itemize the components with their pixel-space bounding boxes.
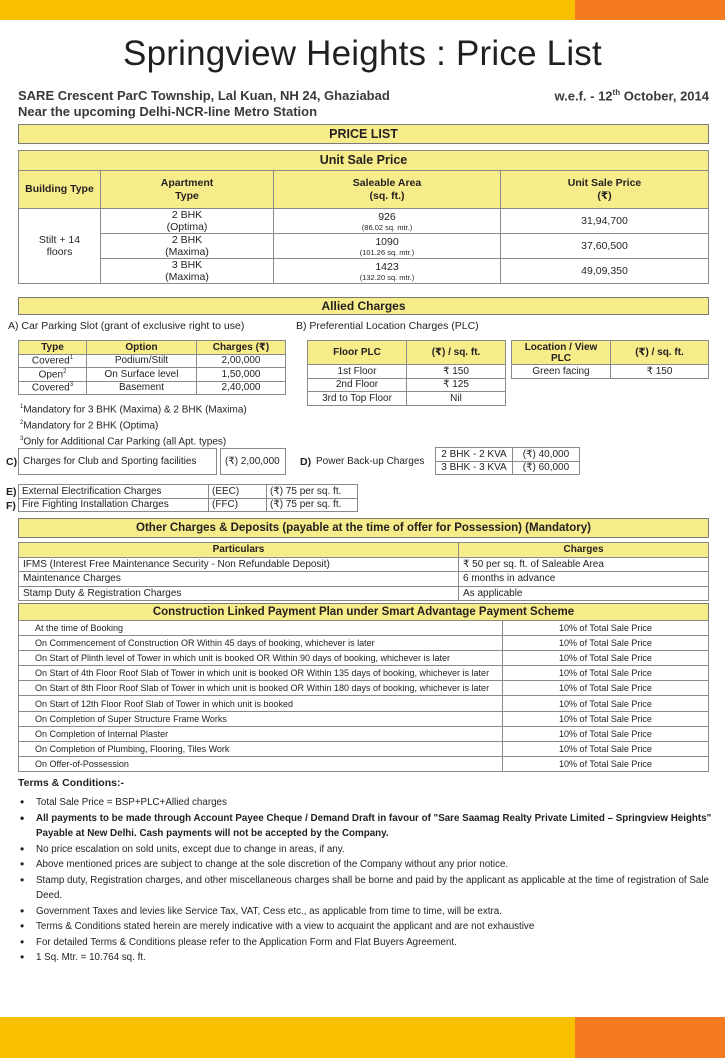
price-cell: 49,09,350	[501, 259, 709, 284]
power-value-cell: (₹) 40,000	[513, 448, 580, 462]
power-kva-cell: 2 BHK - 2 KVA	[436, 448, 513, 462]
parking-header-type: Type	[19, 341, 87, 355]
ffc-label: Fire Fighting Installation Charges	[19, 498, 209, 512]
floor-rate-cell: ₹ 125	[407, 378, 506, 392]
parking-notes	[20, 401, 247, 448]
table-row	[436, 448, 580, 462]
project-address	[18, 88, 390, 120]
eec-ffc-table	[18, 484, 358, 512]
table-row	[308, 392, 506, 406]
header-saleable-area: Saleable Area (sq. ft.)	[274, 171, 501, 209]
table-row	[19, 485, 358, 499]
stage-cell: On Completion of Plumbing, Flooring, Tiles Work	[19, 741, 503, 756]
table-row	[19, 711, 709, 726]
table-row	[19, 381, 286, 395]
bottom-color-bar	[0, 1017, 725, 1058]
club-charges-label: Charges for Club and Sporting facilities	[18, 448, 217, 475]
terms-list	[18, 795, 713, 966]
ffc-letter: F)	[6, 500, 16, 512]
parking-option-cell: Podium/Stilt	[87, 354, 197, 368]
amount-cell: 10% of Total Sale Price	[503, 636, 709, 651]
eec-code: (EEC)	[209, 485, 267, 499]
stage-cell: On Completion of Super Structure Frame Works	[19, 711, 503, 726]
table-row	[19, 651, 709, 666]
allied-charges-heading: Allied Charges	[18, 297, 709, 315]
floor-cell: 2nd Floor	[308, 378, 407, 392]
plc-label: B) Preferential Location Charges (PLC)	[296, 320, 479, 332]
unit-price-table	[18, 150, 709, 284]
charge-cell: 6 months in advance	[459, 572, 709, 587]
area-cell: 1423 (132.20 sq. mtr.)	[274, 259, 501, 284]
parking-type-cell: Covered$^3$	[19, 381, 87, 395]
charge-cell: As applicable	[459, 586, 709, 601]
power-kva-cell: 3 BHK - 3 KVA	[436, 461, 513, 475]
list-item: • For detailed Terms & Conditions please refer to the Application Form and Flat Buyers Agreement.	[18, 935, 713, 951]
particular-cell: Stamp Duty & Registration Charges	[19, 586, 459, 601]
amount-cell: 10% of Total Sale Price	[503, 666, 709, 681]
table-row	[19, 572, 709, 587]
table-row	[19, 756, 709, 771]
building-type-cell: Stilt + 14 floors	[19, 209, 101, 284]
table-row	[19, 557, 709, 572]
amount-cell: 10% of Total Sale Price	[503, 741, 709, 756]
amount-cell: 10% of Total Sale Price	[503, 711, 709, 726]
other-header-particulars: Particulars	[19, 543, 459, 558]
table-row	[19, 586, 709, 601]
price-list-heading: PRICE LIST	[18, 124, 709, 144]
apartment-type-cell: 3 BHK (Maxima)	[101, 259, 274, 284]
parking-type-cell: Open$^2$	[19, 368, 87, 382]
view-plc-rate-header: (₹) / sq. ft.	[611, 341, 709, 365]
power-charges-label: Power Back-up Charges	[316, 456, 425, 467]
amount-cell: 10% of Total Sale Price	[503, 756, 709, 771]
table-row	[19, 498, 358, 512]
parking-label: A) Car Parking Slot (grant of exclusive right to use)	[8, 320, 245, 332]
amount-cell: 10% of Total Sale Price	[503, 681, 709, 696]
floor-cell: 3rd to Top Floor	[308, 392, 407, 406]
payment-plan-table	[18, 620, 709, 772]
stage-cell: On Start of 4th Floor Roof Slab of Tower in which unit is booked OR Within 135 days of booking, whichever is later	[19, 666, 503, 681]
list-item: • Stamp duty, Registration charges, and other miscellaneous charges shall be borne and paid by the applicant as applicable at the time of registration of Sale Deed.	[18, 873, 713, 904]
floor-rate-cell: ₹ 150	[407, 365, 506, 379]
table-row	[19, 234, 709, 259]
parking-option-cell: On Surface level	[87, 368, 197, 382]
table-row	[19, 726, 709, 741]
table-row	[19, 621, 709, 636]
header-apartment-type: Apartment Type	[101, 171, 274, 209]
parking-option-cell: Basement	[87, 381, 197, 395]
table-row	[19, 354, 286, 368]
parking-note: $^1$Mandatory for 3 BHK (Maxima) & 2 BHK (Maxima)	[20, 404, 247, 416]
table-row	[19, 696, 709, 711]
price-cell: 37,60,500	[501, 234, 709, 259]
other-charges-table	[18, 542, 709, 601]
stage-cell: On Start of 8th Floor Roof Slab of Tower in which unit is booked OR Within 180 days of booking, whichever is later	[19, 681, 503, 696]
view-plc-table	[511, 340, 709, 379]
other-header-charges: Charges	[459, 543, 709, 558]
page-title: Springview Heights : Price List	[123, 34, 602, 73]
price-cell: 31,94,700	[501, 209, 709, 234]
top-color-bar	[0, 0, 725, 20]
ffc-code: (FFC)	[209, 498, 267, 512]
amount-cell: 10% of Total Sale Price	[503, 621, 709, 636]
area-cell: 1090 (101.26 sq. mtr.)	[274, 234, 501, 259]
list-item: • Above mentioned prices are subject to change at the sole discretion of the Company without any prior notice.	[18, 857, 713, 873]
bottom-orange-accent	[575, 1017, 725, 1058]
club-charges-value: (₹) 2,00,000	[220, 448, 286, 475]
table-row	[436, 461, 580, 475]
other-charges-heading: Other Charges & Deposits (payable at the time of offer for Possession) (Mandatory)	[18, 518, 709, 538]
power-letter: D)	[300, 456, 312, 468]
parking-header-charges: Charges (₹)	[197, 341, 286, 355]
parking-note: $^3$Only for Additional Car Parking (all Apt. types)	[20, 435, 227, 447]
eec-letter: E)	[6, 486, 17, 498]
power-table	[435, 447, 580, 475]
stage-cell: On Offer-of-Possession	[19, 756, 503, 771]
table-row	[19, 741, 709, 756]
stage-cell: On Start of Plinth level of Tower in which unit is booked OR Within 90 days of booking, whichever is later	[19, 651, 503, 666]
list-item: • Terms & Conditions stated herein are merely indicative with a view to acquaint the applicant and are not exhaustive	[18, 919, 713, 935]
floor-plc-header: Floor PLC	[308, 341, 407, 365]
amount-cell: 10% of Total Sale Price	[503, 696, 709, 711]
particular-cell: IFMS (Interest Free Maintenance Security - Non Refundable Deposit)	[19, 557, 459, 572]
charge-cell: ₹ 50 per sq. ft. of Saleable Area	[459, 557, 709, 572]
table-row	[19, 259, 709, 284]
list-item: • No price escalation on sold units, except due to change in areas, if any.	[18, 842, 713, 858]
table-row	[19, 681, 709, 696]
apartment-type-cell: 2 BHK (Maxima)	[101, 234, 274, 259]
table-row	[19, 368, 286, 382]
address-line-1: SARE Crescent ParC Township, Lal Kuan, NH 24, Ghaziabad	[18, 88, 390, 103]
terms-heading: Terms & Conditions:-	[18, 777, 124, 789]
power-value-cell: (₹) 60,000	[513, 461, 580, 475]
table-row	[308, 365, 506, 379]
apartment-type-cell: 2 BHK (Optima)	[101, 209, 274, 234]
parking-note: $^2$Mandatory for 2 BHK (Optima)	[20, 419, 159, 432]
eec-value: (₹) 75 per sq. ft.	[267, 485, 358, 499]
unit-sale-heading: Unit Sale Price	[19, 151, 709, 171]
view-cell: Green facing	[512, 365, 611, 379]
payment-plan-heading: Construction Linked Payment Plan under Smart Advantage Payment Scheme	[18, 603, 709, 621]
particular-cell: Maintenance Charges	[19, 572, 459, 587]
top-orange-accent	[575, 0, 725, 20]
stage-cell: On Commencement of Construction OR Within 45 days of booking, whichever is later	[19, 636, 503, 651]
header-building-type: Building Type	[19, 171, 101, 209]
club-letter: C)	[6, 456, 18, 468]
area-cell: 926 (86.02 sq. mtr.)	[274, 209, 501, 234]
stage-cell: At the time of Booking	[19, 621, 503, 636]
list-item: • All payments to be made through Account Payee Cheque / Demand Draft in favour of "Sare Saamag Realty Private Limited – Springview Heights" Payable at New Delhi. Cash payments will not be accepted by the Company.	[18, 811, 713, 842]
parking-type-cell: Covered$^1$	[19, 354, 87, 368]
table-row	[19, 636, 709, 651]
amount-cell: 10% of Total Sale Price	[503, 651, 709, 666]
floor-plc-rate-header: (₹) / sq. ft.	[407, 341, 506, 365]
parking-table	[18, 340, 286, 395]
ffc-value: (₹) 75 per sq. ft.	[267, 498, 358, 512]
effective-date: w.e.f. - 12th October, 2014	[554, 88, 709, 104]
view-rate-cell: ₹ 150	[611, 365, 709, 379]
parking-charge-cell: 1,50,000	[197, 368, 286, 382]
parking-charge-cell: 2,40,000	[197, 381, 286, 395]
header-unit-sale-price: Unit Sale Price (₹)	[501, 171, 709, 209]
table-row	[19, 666, 709, 681]
list-item: • Government Taxes and levies like Service Tax, VAT, Cess etc., as applicable from time to time, will be extra.	[18, 904, 713, 920]
list-item: • Total Sale Price = BSP+PLC+Allied charges	[18, 795, 713, 811]
table-row	[512, 365, 709, 379]
stage-cell: On Start of 12th Floor Roof Slab of Tower in which unit is booked	[19, 696, 503, 711]
floor-plc-table	[307, 340, 506, 406]
table-row	[19, 209, 709, 234]
address-line-2: Near the upcoming Delhi-NCR-line Metro Station	[18, 104, 318, 119]
eec-label: External Electrification Charges	[19, 485, 209, 499]
floor-cell: 1st Floor	[308, 365, 407, 379]
table-row	[308, 378, 506, 392]
view-plc-header: Location / View PLC	[512, 341, 611, 365]
list-item: • 1 Sq. Mtr. = 10.764 sq. ft.	[18, 950, 713, 966]
floor-rate-cell: Nil	[407, 392, 506, 406]
parking-charge-cell: 2,00,000	[197, 354, 286, 368]
stage-cell: On Completion of Internal Plaster	[19, 726, 503, 741]
parking-header-option: Option	[87, 341, 197, 355]
amount-cell: 10% of Total Sale Price	[503, 726, 709, 741]
